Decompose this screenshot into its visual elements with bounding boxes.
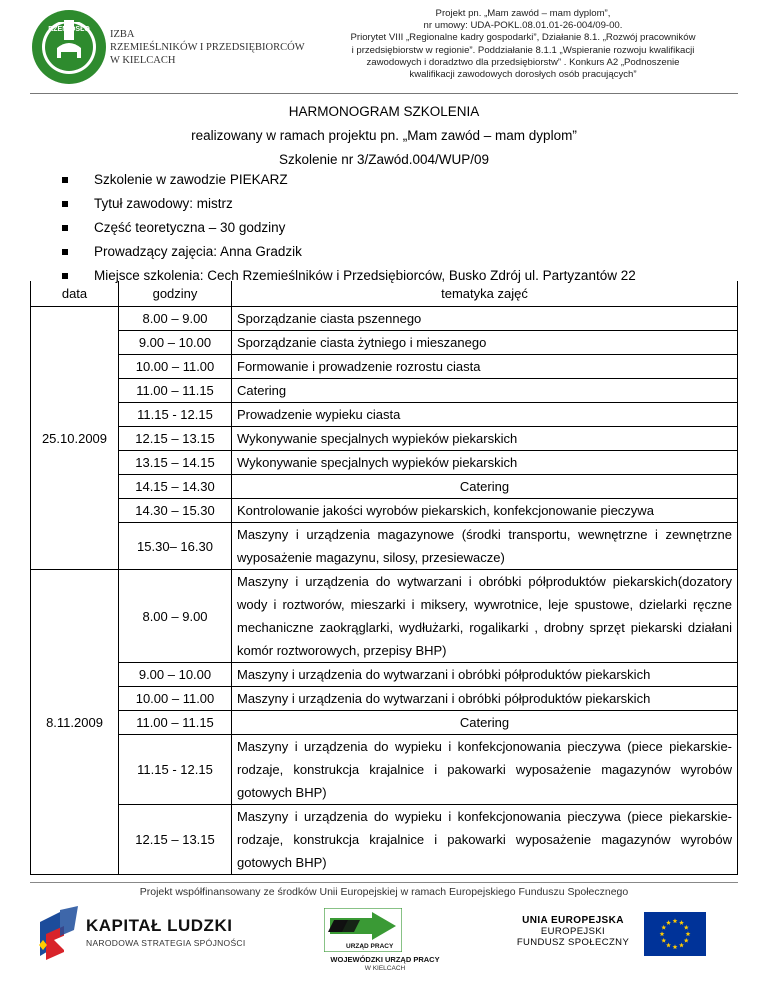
table-row [31,451,738,475]
topic-cell: Wykonywanie specjalnych wypieków piekarskich [232,451,738,475]
wup-city: W KIELCACH [364,965,406,972]
svg-text:URZĄD PRACY: URZĄD PRACY [346,943,394,950]
hours-cell: 10.00 – 11.00 [119,355,232,379]
topic-cell: Maszyny i urządzenia magazynowe (środki transportu, wewnętrzne i zewnętrzne wyposażenie magazynu, silosy, przesiewacze) [232,523,738,570]
detail-item: Część teoretyczna – 30 godziny [62,220,636,244]
topic-cell: Sporządzanie ciasta żytniego i mieszanego [232,331,738,355]
topic-cell: Wykonywanie specjalnych wypieków piekarskich [232,427,738,451]
detail-item: Prowadzący zajęcia: Anna Gradzik [62,244,636,268]
table-row [31,523,738,570]
table-row [31,687,738,711]
topic-cell: Catering [232,711,738,735]
topic-cell: Formowanie i prowadzenie rozrostu ciasta [232,355,738,379]
detail-item: Tytuł zawodowy: mistrz [62,196,636,220]
topic-cell: Maszyny i urządzenia do wytwarzani i obróbki półproduktów piekarskich [232,687,738,711]
detail-item: Szkolenie w zawodzie PIEKARZ [62,172,636,196]
hours-cell: 10.00 – 11.00 [119,687,232,711]
hours-cell: 11.15 - 12.15 [119,735,232,805]
hours-cell: 11.00 – 11.15 [119,379,232,403]
table-row [31,355,738,379]
table-row [31,570,738,663]
topic-cell: Prowadzenie wypieku ciasta [232,403,738,427]
table-row [31,307,738,331]
training-details [62,172,636,292]
topic-cell: Catering [232,379,738,403]
table-row [31,403,738,427]
project-info: Projekt pn. „Mam zawód – mam dyplom”, nr umowy: UDA-POKL.08.01.01-26-004/09-00. Priorytet VIII „Regionalne kadry gospodarki”, Działanie 8.1. „Rozwój pracowników i przedsiębiorstw w regionie”. Poddziałanie 8.1.1 „Wspieranie rozwoju kwalifikacji zawodowych i doradztwo dla przedsiębiorstw” . Konkurs A2 „Podnoszenie kwalifikacji zawodowych dorosłych osób pracujących” [350,8,696,81]
eu-text: UNIA EUROPEJSKA EUROPEJSKI FUNDUSZ SPOŁECZNY [516,915,630,948]
bullet-square-icon [62,177,68,183]
table-row [31,805,738,875]
hours-cell: 11.00 – 11.15 [119,711,232,735]
bullet-square-icon [62,225,68,231]
column-header-hours: godziny [119,281,232,307]
topic-cell: Maszyny i urządzenia do wypieku i konfekcjonowania pieczywa (piece piekarskie-rodzaje, konstrukcja krajalnice i pakowarki wyposażenie magazynów wyrobów gotowych BHP) [232,805,738,875]
table-row [31,475,738,499]
topic-cell: Maszyny i urządzenia do wypieku i konfekcjonowania pieczywa (piece piekarskie-rodzaje, konstrukcja krajalnice i pakowarki wyposażenie magazynów wyrobów gotowych BHP) [232,735,738,805]
hours-cell: 11.15 - 12.15 [119,403,232,427]
schedule-table [30,281,738,875]
hours-cell: 13.15 – 14.15 [119,451,232,475]
page-title: HARMONOGRAM SZKOLENIA [288,104,480,119]
date-cell: 25.10.2009 [31,307,119,570]
topic-cell: Catering [232,475,738,499]
hours-cell: 14.15 – 14.30 [119,475,232,499]
svg-text:RZEMIOSŁO: RZEMIOSŁO [48,26,90,33]
table-row [31,499,738,523]
table-row [31,663,738,687]
rzemioslo-logo [30,8,108,86]
table-header-row [31,281,738,307]
table-row [31,427,738,451]
hours-cell: 9.00 – 10.00 [119,663,232,687]
eu-flag-icon [644,912,706,956]
training-number: Szkolenie nr 3/Zawód.004/WUP/09 [278,152,490,167]
date-cell: 8.11.2009 [31,570,119,875]
bullet-square-icon [62,273,68,279]
hours-cell: 12.15 – 13.15 [119,805,232,875]
hours-cell: 9.00 – 10.00 [119,331,232,355]
cofinance-note: Projekt współfinansowany ze środków Unii Europejskiej w ramach Europejskiego Funduszu Społecznego [139,886,629,898]
title-block [0,104,768,176]
kapital-ludzki-title: KAPITAŁ LUDZKI [86,916,233,935]
hours-cell: 14.30 – 15.30 [119,499,232,523]
table-row [31,735,738,805]
hours-cell: 12.15 – 13.15 [119,427,232,451]
bullet-square-icon [62,249,68,255]
topic-cell: Maszyny i urządzenia do wytwarzani i obróbki półproduktów piekarskich(dozatory wody i roztworów, mieszarki i miksery, wywrotnice, leje spustowe, dzielarki ręczne mechaniczne zaokrąglarki, wydłużarki, rogalikarki , drobny sprzęt piekarski działani komór roztworowych, przepisy BHP) [232,570,738,663]
column-header-topic: tematyka zajęć [232,281,738,307]
column-header-date: data [31,281,119,307]
chamber-name: IZBA RZEMIEŚLNIKÓW I PRZEDSIĘBIORCÓW W KIELCACH [110,29,305,66]
page-header [0,0,768,92]
table-row [31,331,738,355]
page-subtitle: realizowany w ramach projektu pn. „Mam zawód – mam dyplom” [191,128,577,143]
topic-cell: Maszyny i urządzenia do wytwarzani i obróbki półproduktów piekarskich [232,663,738,687]
schedule-body [31,307,738,875]
hours-cell: 15.30– 16.30 [119,523,232,570]
table-row [31,711,738,735]
topic-cell: Sporządzanie ciasta pszennego [232,307,738,331]
topic-cell: Kontrolowanie jakości wyrobów piekarskich, konfekcjonowanie pieczywa [232,499,738,523]
hours-cell: 8.00 – 9.00 [119,307,232,331]
detail-item: Miejsce szkolenia: Cech Rzemieślników i Przedsiębiorców, Busko Zdrój ul. Partyzantów 22 [62,268,636,292]
urzad-pracy-logo [324,908,402,952]
footer-divider [30,882,738,883]
table-row [31,379,738,403]
header-divider [30,93,738,94]
hours-cell: 8.00 – 9.00 [119,570,232,663]
kapital-ludzki-subtitle: NARODOWA STRATEGIA SPÓJNOŚCI [86,938,246,948]
bullet-square-icon [62,201,68,207]
wup-name: WOJEWÓDZKI URZĄD PRACY [330,955,440,964]
